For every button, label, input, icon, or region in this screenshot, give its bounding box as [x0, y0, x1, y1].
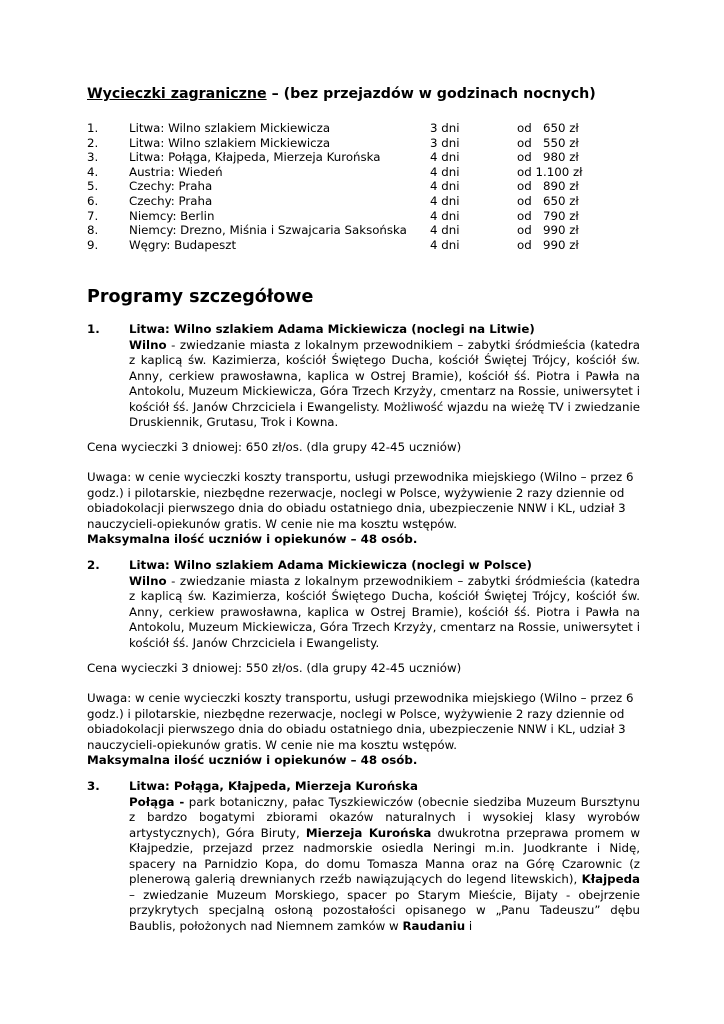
program-3-body-e: – zwiedzanie Muzeum Morskiego, spacer po Starym Mieście, Bijaty - obejrzenie przykrytych specjalną osłoną pozostałości opisanego w „Panu Tadeuszu” dębu Baublis, położonych nad Niemnem zamków w	[129, 887, 640, 933]
program-2-note: Uwaga: w cenie wycieczki koszty transportu, usługi przewodnika miejskiego (Wilno – przez 6 godz.) i pilotarskie, niezbędne rezerwacje, noclegi w Polsce, wyżywienie 2 razy dziennie od obiadokolacji pierwszego dnia do obiadu ostatniego dnia, ubezpieczenie NNW i KL, udział 3 nauczycieli-opiekunów gratis. W cenie nie ma kosztu wstępów.	[87, 691, 634, 752]
program-3-lead: Połąga -	[129, 794, 185, 809]
program-2-body: - zwiedzanie miasta z lokalnym przewodnikiem – zabytki śródmieścia (katedra z kaplicą św. Kazimierza, kościół Świętego Ducha, kościół Świętej Trójcy, kościół św. Anny, cerkiew prawosławna, kaplica w Ostrej Bramie), kościół śś. Piotra i Pawła na Antokolu, Muzeum Mickiewicza, Góra Trzech Krzyży, cmentarz na Rossie, uniwersytet i kościół śś. Janów Chrzciciela i Ewangelisty.	[129, 573, 640, 650]
trip-name: Czechy: Praha	[129, 179, 213, 194]
trip-name: Niemcy: Berlin	[129, 208, 215, 223]
program-3-number: 3.	[87, 779, 100, 793]
program-1-lead: Wilno	[129, 337, 167, 352]
trip-days: 4 dni	[430, 208, 460, 223]
trip-days: 4 dni	[430, 193, 460, 208]
trip-days: 4 dni	[430, 237, 460, 252]
intl-trips-heading	[87, 86, 596, 102]
trip-name: Niemcy: Drezno, Miśnia i Szwajcaria Saksońska	[129, 223, 407, 238]
program-2-lead: Wilno	[129, 573, 167, 588]
program-1	[87, 322, 640, 431]
program-2-description	[129, 574, 640, 652]
program-3-bold-f: Raudaniu	[402, 918, 466, 933]
trip-price: od 790 zł	[517, 208, 579, 223]
trip-price: od 980 zł	[517, 150, 579, 165]
trip-number: 9.	[87, 237, 99, 252]
program-1-note: Uwaga: w cenie wycieczki koszty transportu, usługi przewodnika miejskiego (Wilno – przez 6 godz.) i pilotarskie, niezbędne rezerwacje, noclegi w Polsce, wyżywienie 2 razy dziennie od obiadokolacji pierwszego dnia do obiadu ostatniego dnia, ubezpieczenie NNW i KL, udział 3 nauczycieli-opiekunów gratis. W cenie nie ma kosztu wstępów.	[87, 470, 634, 531]
trip-days: 4 dni	[430, 223, 460, 238]
trip-number: 8.	[87, 223, 99, 238]
program-1-description	[129, 338, 640, 431]
program-2-max: Maksymalna ilość uczniów i opiekunów – 48 osób.	[87, 753, 418, 767]
program-2-number: 2.	[87, 558, 100, 572]
program-2-title-row	[87, 558, 640, 574]
trip-name: Litwa: Wilno szlakiem Mickiewicza	[129, 121, 331, 135]
trip-number: 6.	[87, 193, 99, 208]
program-3-bold-b: Mierzeja Kurońska	[305, 825, 432, 840]
trip-price: od 890 zł	[517, 179, 579, 194]
program-1-number: 1.	[87, 322, 100, 336]
program-1-title: Litwa: Wilno szlakiem Adama Mickiewicza (noclegi na Litwie)	[129, 322, 535, 336]
program-3-body-g: i	[465, 918, 473, 933]
program-3	[87, 779, 640, 934]
trip-days: 3 dni	[430, 135, 460, 150]
trip-days: 3 dni	[430, 121, 460, 135]
trip-name: Austria: Wiedeń	[129, 164, 223, 179]
intl-trips-heading-note: (bez przejazdów w godzinach nocnych)	[283, 86, 596, 102]
trip-name: Czechy: Praha	[129, 193, 213, 208]
program-3-bold-d: Kłajpeda	[581, 872, 640, 886]
program-3-body-c: dwukrotna przeprawa promem w Kłajpedzie, przejazd przez nadmorskie osiedla Neringi m.in. Juodkrante i Nidę, spacery na Parnidzio Kopa, do domu Tomasza Manna oraz na Górę Czarownic (z plenerową galerią drewnianych rzeźb nawiązujących do legend litewskich),	[129, 825, 641, 886]
program-1-max: Maksymalna ilość uczniów i opiekunów – 48 osób.	[87, 532, 418, 546]
program-2-title: Litwa: Wilno szlakiem Adama Mickiewicza (noclegi w Polsce)	[129, 558, 532, 572]
trip-name: Węgry: Budapeszt	[129, 237, 237, 252]
intl-trips-heading-title: Wycieczki zagraniczne	[87, 86, 267, 102]
trip-price: od 990 zł	[517, 223, 579, 238]
trip-name: Litwa: Połąga, Kłajpeda, Mierzeja Kurońska	[129, 150, 381, 165]
trip-days: 4 dni	[430, 150, 460, 165]
program-3-title-row	[87, 779, 640, 795]
trip-number: 7.	[87, 208, 99, 223]
program-1-title-row	[87, 322, 640, 338]
trip-days: 4 dni	[430, 179, 460, 194]
trip-name: Litwa: Wilno szlakiem Mickiewicza	[129, 135, 331, 150]
trip-number: 4.	[87, 164, 99, 179]
program-2-price: Cena wycieczki 3 dniowej: 550 zł/os. (dla grupy 42-45 uczniów)	[87, 661, 462, 675]
program-1-price: Cena wycieczki 3 dniowej: 650 zł/os. (dla grupy 42-45 uczniów)	[87, 440, 462, 454]
program-2	[87, 558, 640, 651]
trip-price: od 1.100 zł	[517, 164, 583, 179]
trip-number: 5.	[87, 179, 99, 194]
program-1-body: - zwiedzanie miasta z lokalnym przewodnikiem – zabytki śródmieścia (katedra z kaplicą św. Kazimierza, kościół Świętego Ducha, kościół Świętej Trójcy, kościół św. Anny, cerkiew prawosławna, kaplica w Ostrej Bramie), kościół śś. Piotra i Pawła na Antokolu, Muzeum Mickiewicza, Góra Trzech Krzyży, cmentarz na Rossie, uniwersytet i kościół śś. Janów Chrzciciela i Ewangelisty. Możliwość wjazdu na wieżę TV i zwiedzanie Druskiennik, Grutasu, Trok i Kowna.	[129, 337, 640, 429]
program-2-note-block	[87, 691, 647, 769]
programs-heading: Programy szczegółowe	[87, 287, 314, 307]
trip-price: od 650 zł	[517, 193, 579, 208]
trip-number: 3.	[87, 150, 99, 165]
trip-days: 4 dni	[430, 164, 460, 179]
program-3-description	[129, 795, 640, 935]
program-1-note-block	[87, 470, 647, 548]
trip-price: od 650 zł	[517, 121, 579, 135]
trip-number: 1.	[87, 121, 99, 135]
trip-price: od 550 zł	[517, 135, 579, 150]
trip-price: od 990 zł	[517, 237, 579, 252]
program-3-title: Litwa: Połąga, Kłajpeda, Mierzeja Kurońska	[129, 779, 418, 793]
trip-number: 2.	[87, 135, 99, 150]
intl-trips-heading-dash: –	[271, 86, 279, 102]
program-3-body-a: park botaniczny, pałac Tyszkiewiczów (obecnie siedziba Muzeum Bursztynu z bardzo bogatymi zbiorami okazów naturalnych i wysokiej klasy wyrobów artystycznych), Góra Biruty,	[129, 794, 640, 840]
